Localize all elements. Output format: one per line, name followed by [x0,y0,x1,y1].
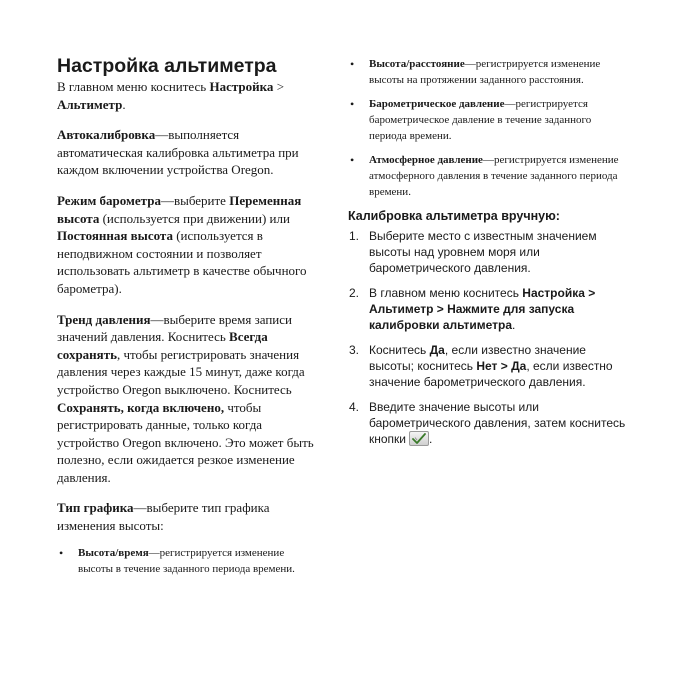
no-yes-option: Нет > Да [476,359,527,373]
step-number: 1. [349,229,360,243]
step-item [348,228,628,276]
left-column [57,55,319,577]
barometric-pressure-text: —регистрируется барометрическое давление в течение заданного периода времени. [369,98,592,142]
barometer-mode-term: Режим барометра [57,192,161,208]
intro-text: В главном меню коснитесь [57,79,210,94]
step-item [348,399,628,447]
plot-type-list-continued [348,56,628,200]
auto-calibration-term: Автокалибровка [57,127,156,143]
elevation-time-term: Высота/время [78,546,149,559]
save-when-on-term: Сохранять, когда включено, [57,399,225,415]
ambient-pressure-text: —регистрируется изменение атмосферного давления в течение заданного периода времени. [369,154,619,198]
list-item [348,56,628,88]
calibration-steps [348,228,628,447]
list-item [57,545,319,577]
list-item [348,152,628,200]
plot-type-term: Тип графика [57,500,134,516]
step-number: 4. [349,400,360,414]
yes-option: Да [429,343,445,357]
step-text: Введите значение высоты или барометрического давления, затем коснитесь кнопки [369,400,626,446]
page-title: Настройка альтиметра [57,55,277,77]
checkmark-button-icon [409,431,429,446]
intro-paragraph [57,78,319,113]
manual-calibration-heading: Калибровка альтиметра вручную: [348,209,560,223]
barometric-pressure-term: Барометрическое давление [369,98,505,110]
right-column [348,56,628,456]
elevation-distance-text: —регистрируется изменение высоты на протяжении заданного расстояния. [369,58,601,86]
step-text-3: , если известно значение барометрического давления. [369,359,613,389]
intro-separator: > [273,79,285,94]
pressure-trend-term: Тренд давления [57,311,151,327]
menu-settings: Настройка [209,79,274,94]
step-number: 2. [349,286,360,300]
elevation-distance-term: Высота/расстояние [369,58,465,70]
list-item [348,96,628,144]
step-text: В главном меню коснитесь [369,286,523,300]
plot-type-list [57,545,319,577]
step-item [348,342,628,390]
ambient-pressure-term: Атмосферное давление [369,154,483,166]
barometer-mode-paragraph [57,192,319,298]
menu-altimeter: Альтиметр [57,96,123,112]
elevation-time-text: —регистрируется изменение высоты в течение заданного периода времени. [78,546,295,575]
step-text: Коснитесь [369,343,430,357]
fixed-elevation-term: Постоянная высота [57,228,173,244]
pressure-trend-text-3: чтобы регистрировать данные, только когда устройство Oregon включено. Это может быть полезно, если ожидается резкое изменение давления. [57,399,314,485]
step-period: . [512,318,516,332]
barometer-mode-text-3: (используется в неподвижном состоянии и позволяет использовать альтиметр в качестве обычного барометра). [57,228,307,296]
auto-calibration-paragraph [57,126,319,179]
step-text-2: , если известно значение высоты; коснитесь [369,343,586,373]
plot-type-paragraph [57,499,319,534]
step-number: 3. [349,343,360,357]
auto-calibration-text: —выполняется автоматическая калибровка альтиметра при каждом включении устройства Oregon. [57,127,299,178]
pressure-trend-text: —выберите время записи значений давления. Коснитесь [57,311,292,345]
barometer-mode-text: —выберите [160,192,230,208]
barometer-mode-text-2: (используется при движении) или [99,210,290,226]
variable-elevation-term: Переменная высота [57,192,302,226]
plot-type-text: —выберите тип графика изменения высоты: [57,500,270,534]
pressure-trend-paragraph [57,311,319,487]
step-text: Выберите место с известным значением высоты над уровнем моря или барометрического давления. [369,229,597,275]
step-item [348,285,628,333]
pressure-trend-text-2: , чтобы регистрировать значения давления через каждые 15 минут, даже когда устройство Oregon выключено. Коснитесь [57,346,305,397]
always-save-term: Всегда сохранять [57,329,268,362]
step-period: . [429,432,433,446]
menu-path: Настройка > Альтиметр > Нажмите для запуска калибровки альтиметра [369,286,596,332]
intro-period: . [122,96,126,112]
